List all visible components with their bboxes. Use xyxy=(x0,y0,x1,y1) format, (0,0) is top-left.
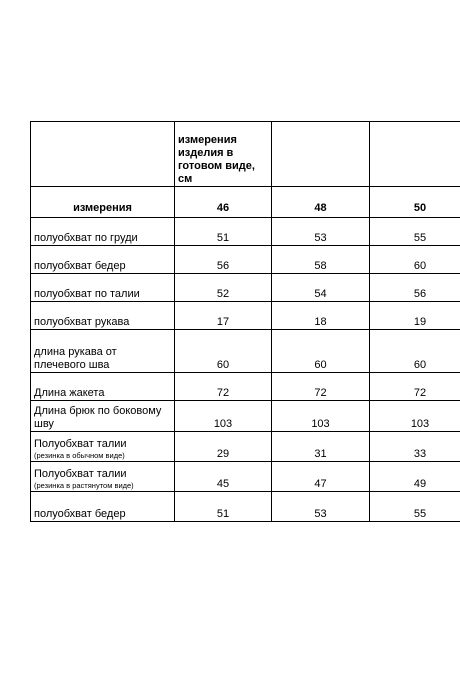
row-label-cell xyxy=(31,218,175,246)
value-cell: 18 xyxy=(272,302,370,330)
value-cell: 54 xyxy=(272,274,370,302)
header-row-label: измерения xyxy=(31,187,175,218)
row-label: полуобхват бедер xyxy=(34,260,126,272)
value-cell: 60 xyxy=(370,330,460,373)
value-cell: 58 xyxy=(272,246,370,274)
row-note: (резинка в растянутом виде) xyxy=(34,481,134,490)
table-row xyxy=(31,218,460,246)
table-row xyxy=(31,274,460,302)
value-cell: 55 xyxy=(370,492,460,522)
value-cell: 72 xyxy=(370,373,460,401)
header-measure-label: измерения изделия в готовом виде, см xyxy=(175,122,272,187)
value-cell: 17 xyxy=(175,302,272,330)
value-cell: 103 xyxy=(175,401,272,432)
value-cell: 53 xyxy=(272,492,370,522)
table-row xyxy=(31,246,460,274)
row-label-cell xyxy=(31,432,175,462)
value-cell: 72 xyxy=(175,373,272,401)
row-label-cell xyxy=(31,330,175,373)
value-cell: 49 xyxy=(370,462,460,492)
value-cell: 29 xyxy=(175,432,272,462)
row-label-cell xyxy=(31,302,175,330)
value-cell: 47 xyxy=(272,462,370,492)
row-label-cell xyxy=(31,462,175,492)
row-label: длина рукава от плечевого шва xyxy=(34,346,117,371)
table-row xyxy=(31,432,460,462)
header-empty-cell xyxy=(31,122,175,187)
table-row xyxy=(31,373,460,401)
row-label-cell xyxy=(31,373,175,401)
size-48: 48 xyxy=(272,187,370,218)
table-body xyxy=(31,218,460,522)
value-cell: 45 xyxy=(175,462,272,492)
value-cell: 60 xyxy=(175,330,272,373)
row-label: Длина брюк по боковому шву xyxy=(34,405,162,430)
row-label: полуобхват по груди xyxy=(34,232,138,244)
value-cell: 103 xyxy=(272,401,370,432)
value-cell: 51 xyxy=(175,492,272,522)
row-label: полуобхват бедер xyxy=(34,508,126,520)
row-label-cell xyxy=(31,492,175,522)
value-cell: 60 xyxy=(272,330,370,373)
row-label-cell xyxy=(31,401,175,432)
table-row xyxy=(31,401,460,432)
row-label-cell xyxy=(31,274,175,302)
value-cell: 33 xyxy=(370,432,460,462)
row-label: полуобхват рукава xyxy=(34,316,130,328)
size-table xyxy=(30,121,460,522)
value-cell: 31 xyxy=(272,432,370,462)
row-label: Длина жакета xyxy=(34,387,105,399)
row-label-cell xyxy=(31,246,175,274)
value-cell: 52 xyxy=(175,274,272,302)
row-note: (резинка в обычном виде) xyxy=(34,451,125,460)
header-empty-cell xyxy=(272,122,370,187)
row-label: полуобхват по талии xyxy=(34,288,140,300)
value-cell: 60 xyxy=(370,246,460,274)
table-size-row xyxy=(31,187,460,218)
value-cell: 56 xyxy=(175,246,272,274)
value-cell: 72 xyxy=(272,373,370,401)
value-cell: 103 xyxy=(370,401,460,432)
size-50: 50 xyxy=(370,187,460,218)
value-cell: 55 xyxy=(370,218,460,246)
table-row xyxy=(31,462,460,492)
size-46: 46 xyxy=(175,187,272,218)
row-label: Полуобхват талии xyxy=(34,468,127,480)
table-row xyxy=(31,330,460,373)
value-cell: 51 xyxy=(175,218,272,246)
value-cell: 56 xyxy=(370,274,460,302)
row-label: Полуобхват талии xyxy=(34,438,127,450)
value-cell: 53 xyxy=(272,218,370,246)
header-empty-cell xyxy=(370,122,460,187)
table-row xyxy=(31,492,460,522)
table-header-row xyxy=(31,122,460,187)
value-cell: 19 xyxy=(370,302,460,330)
table-row xyxy=(31,302,460,330)
